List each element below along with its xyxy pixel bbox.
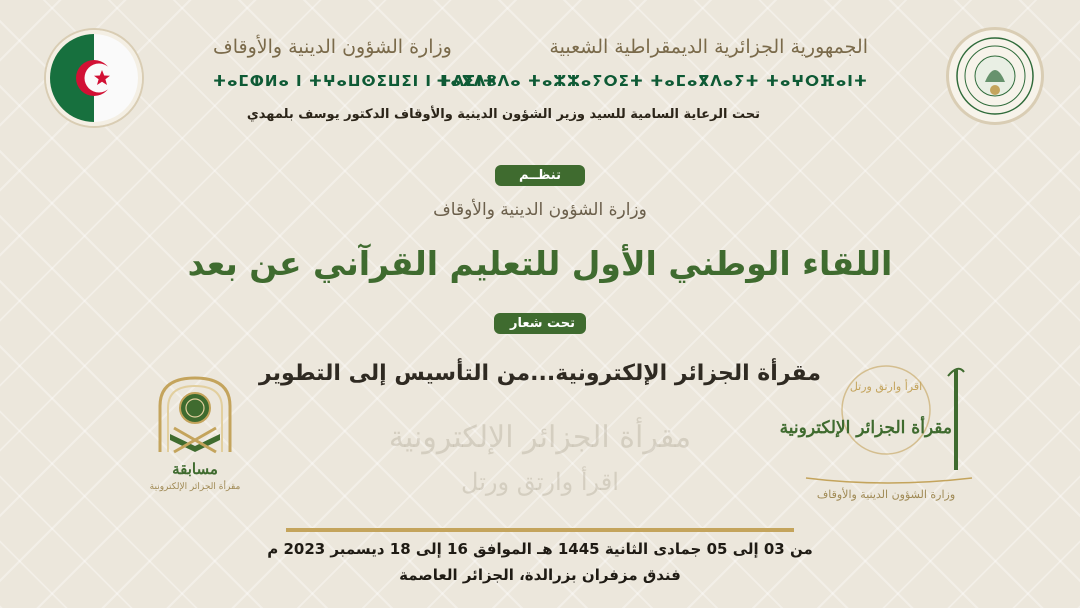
competition-title: مسابقة xyxy=(172,460,218,478)
maqraa-tagline: اقرأ وارتق ورتل xyxy=(849,380,923,393)
event-title: اللقاء الوطني الأول للتعليم القرآني عن بعد xyxy=(187,244,893,283)
organizes-label: تنظــم xyxy=(495,165,585,186)
event-dates: من 03 إلى 05 جمادى الثانية 1445 هـ الموافق 16 إلى 18 ديسمبر 2023 م xyxy=(267,540,813,558)
maqraa-ministry: وزارة الشؤون الدينية والأوقاف xyxy=(816,488,956,501)
event-slogan: مقرأة الجزائر الإلكترونية...من التأسيس إلى التطوير xyxy=(259,361,821,386)
ministry-name-tifinagh: ⵜⴰⵎⵀⵍⴰ ⵏ ⵜⵖⴰⵡⵙⵉⵡⵉⵏ ⵏ ⵜⴷⵉⵏⵜ xyxy=(213,72,497,90)
maqraa-logo xyxy=(779,360,986,510)
republic-name-arabic: الجمهورية الجزائرية الديمقراطية الشعبية xyxy=(549,36,868,58)
ministry-crest-icon xyxy=(946,27,1044,125)
patronage-line: تحت الرعاية السامية للسيد وزير الشؤون الدينية والأوقاف الدكتور يوسف بلمهدي xyxy=(246,107,760,122)
organizer-name: وزارة الشؤون الدينية والأوقاف xyxy=(433,200,647,220)
competition-logo xyxy=(140,372,250,504)
watermark-line-2: اقرأ وارتق ورتل xyxy=(461,468,619,496)
competition-subtitle: مقرأة الجزائر الإلكترونية xyxy=(149,482,241,492)
event-venue: فندق مزفران بزرالدة، الجزائر العاصمة xyxy=(399,566,681,584)
crescent-star-icon xyxy=(50,34,138,122)
maqraa-name: مقرأة الجزائر الإلكترونية xyxy=(779,418,952,438)
republic-name-tifinagh: ⵜⴰⴳⴷⵓⴷⴰ ⵜⴰⵣⵣⴰⵢⵔⵉⵜ ⵜⴰⵎⴰⴳⴷⴰⵢⵜ ⵜⴰⵖⵔⴼⴰⵏⵜ xyxy=(436,72,868,90)
quran-book-icon xyxy=(140,372,250,462)
slogan-pill-wrap xyxy=(0,312,1080,334)
slogan-label: تحت شعار xyxy=(494,313,586,334)
organizes-pill-wrap xyxy=(0,164,1080,186)
ministry-name-arabic: وزارة الشؤون الدينية والأوقاف xyxy=(213,36,452,58)
algeria-flag-icon xyxy=(46,30,142,126)
watermark-line-1: مقرأة الجزائر الإلكترونية xyxy=(388,420,692,455)
divider-line xyxy=(286,528,794,532)
